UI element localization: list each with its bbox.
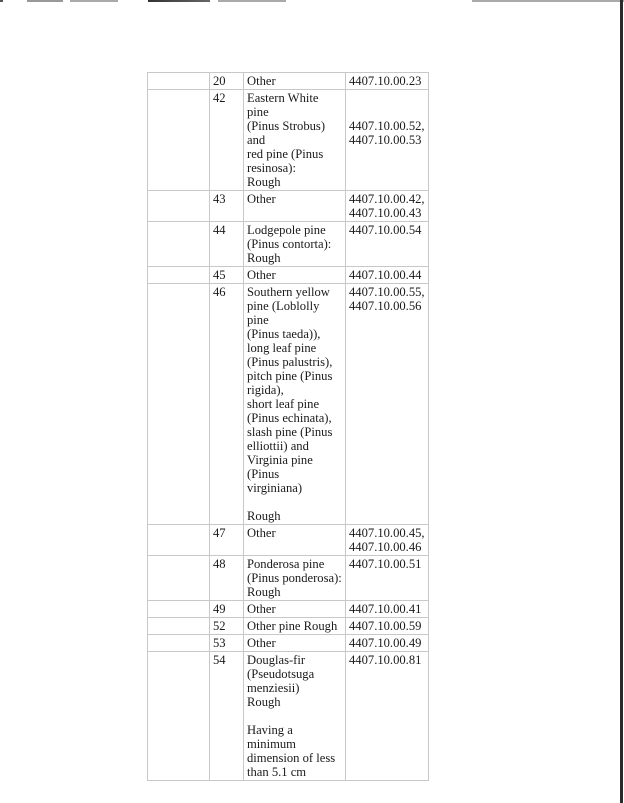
description-cell: Other [244,267,346,284]
table-row [148,556,429,601]
scan-edge-top [0,0,624,2]
table-row [148,267,429,284]
empty-cell [148,652,210,781]
description-cell: Other [244,635,346,652]
table-row [148,222,429,267]
empty-cell [148,267,210,284]
description-cell: Other [244,601,346,618]
empty-cell [148,191,210,222]
code-cell: 4407.10.00.59 [346,618,429,635]
code-cell: 4407.10.00.45, 4407.10.00.46 [346,525,429,556]
empty-cell [148,284,210,525]
table-row [148,284,429,525]
code-cell: 4407.10.00.23 [346,73,429,90]
empty-cell [148,556,210,601]
code-cell: 4407.10.00.54 [346,222,429,267]
code-cell: 4407.10.00.44 [346,267,429,284]
table-row [148,652,429,781]
description-cell: Other pine Rough [244,618,346,635]
code-cell: 4407.10.00.81 [346,652,429,781]
tariff-table [147,72,429,781]
description-cell: Other [244,191,346,222]
code-cell: 4407.10.00.55, 4407.10.00.56 [346,284,429,525]
table-row [148,73,429,90]
empty-cell [148,222,210,267]
table-row [148,191,429,222]
table-row [148,618,429,635]
description-cell: Other [244,73,346,90]
row-number: 53 [210,635,244,652]
row-number: 45 [210,267,244,284]
empty-cell [148,635,210,652]
table-row [148,90,429,191]
row-number: 43 [210,191,244,222]
empty-cell [148,525,210,556]
code-cell: 4407.10.00.52, 4407.10.00.53 [346,90,429,191]
row-number: 54 [210,652,244,781]
code-cell: 4407.10.00.49 [346,635,429,652]
code-cell: 4407.10.00.41 [346,601,429,618]
row-number: 42 [210,90,244,191]
description-cell: Ponderosa pine (Pinus ponderosa): Rough [244,556,346,601]
scan-edge-right [620,0,623,803]
row-number: 44 [210,222,244,267]
table-row [148,601,429,618]
description-cell: Douglas-fir (Pseudotsuga menziesii) Rough Having a minimum dimension of less than 5.1 cm [244,652,346,781]
empty-cell [148,73,210,90]
description-cell: Southern yellow pine (Loblolly pine (Pinus taeda)), long leaf pine (Pinus palustris), pitch pine (Pinus rigida), short leaf pine (Pinus echinata), slash pine (Pinus elliottii) and Virginia pine (Pinus virginiana) Rough [244,284,346,525]
description-cell: Other [244,525,346,556]
empty-cell [148,618,210,635]
description-cell: Lodgepole pine (Pinus contorta): Rough [244,222,346,267]
row-number: 48 [210,556,244,601]
table-row [148,635,429,652]
row-number: 46 [210,284,244,525]
description-cell: Eastern White pine (Pinus Strobus) and red pine (Pinus resinosa): Rough [244,90,346,191]
row-number: 47 [210,525,244,556]
code-cell: 4407.10.00.42, 4407.10.00.43 [346,191,429,222]
row-number: 49 [210,601,244,618]
code-cell: 4407.10.00.51 [346,556,429,601]
row-number: 52 [210,618,244,635]
row-number: 20 [210,73,244,90]
empty-cell [148,90,210,191]
table-row [148,525,429,556]
empty-cell [148,601,210,618]
